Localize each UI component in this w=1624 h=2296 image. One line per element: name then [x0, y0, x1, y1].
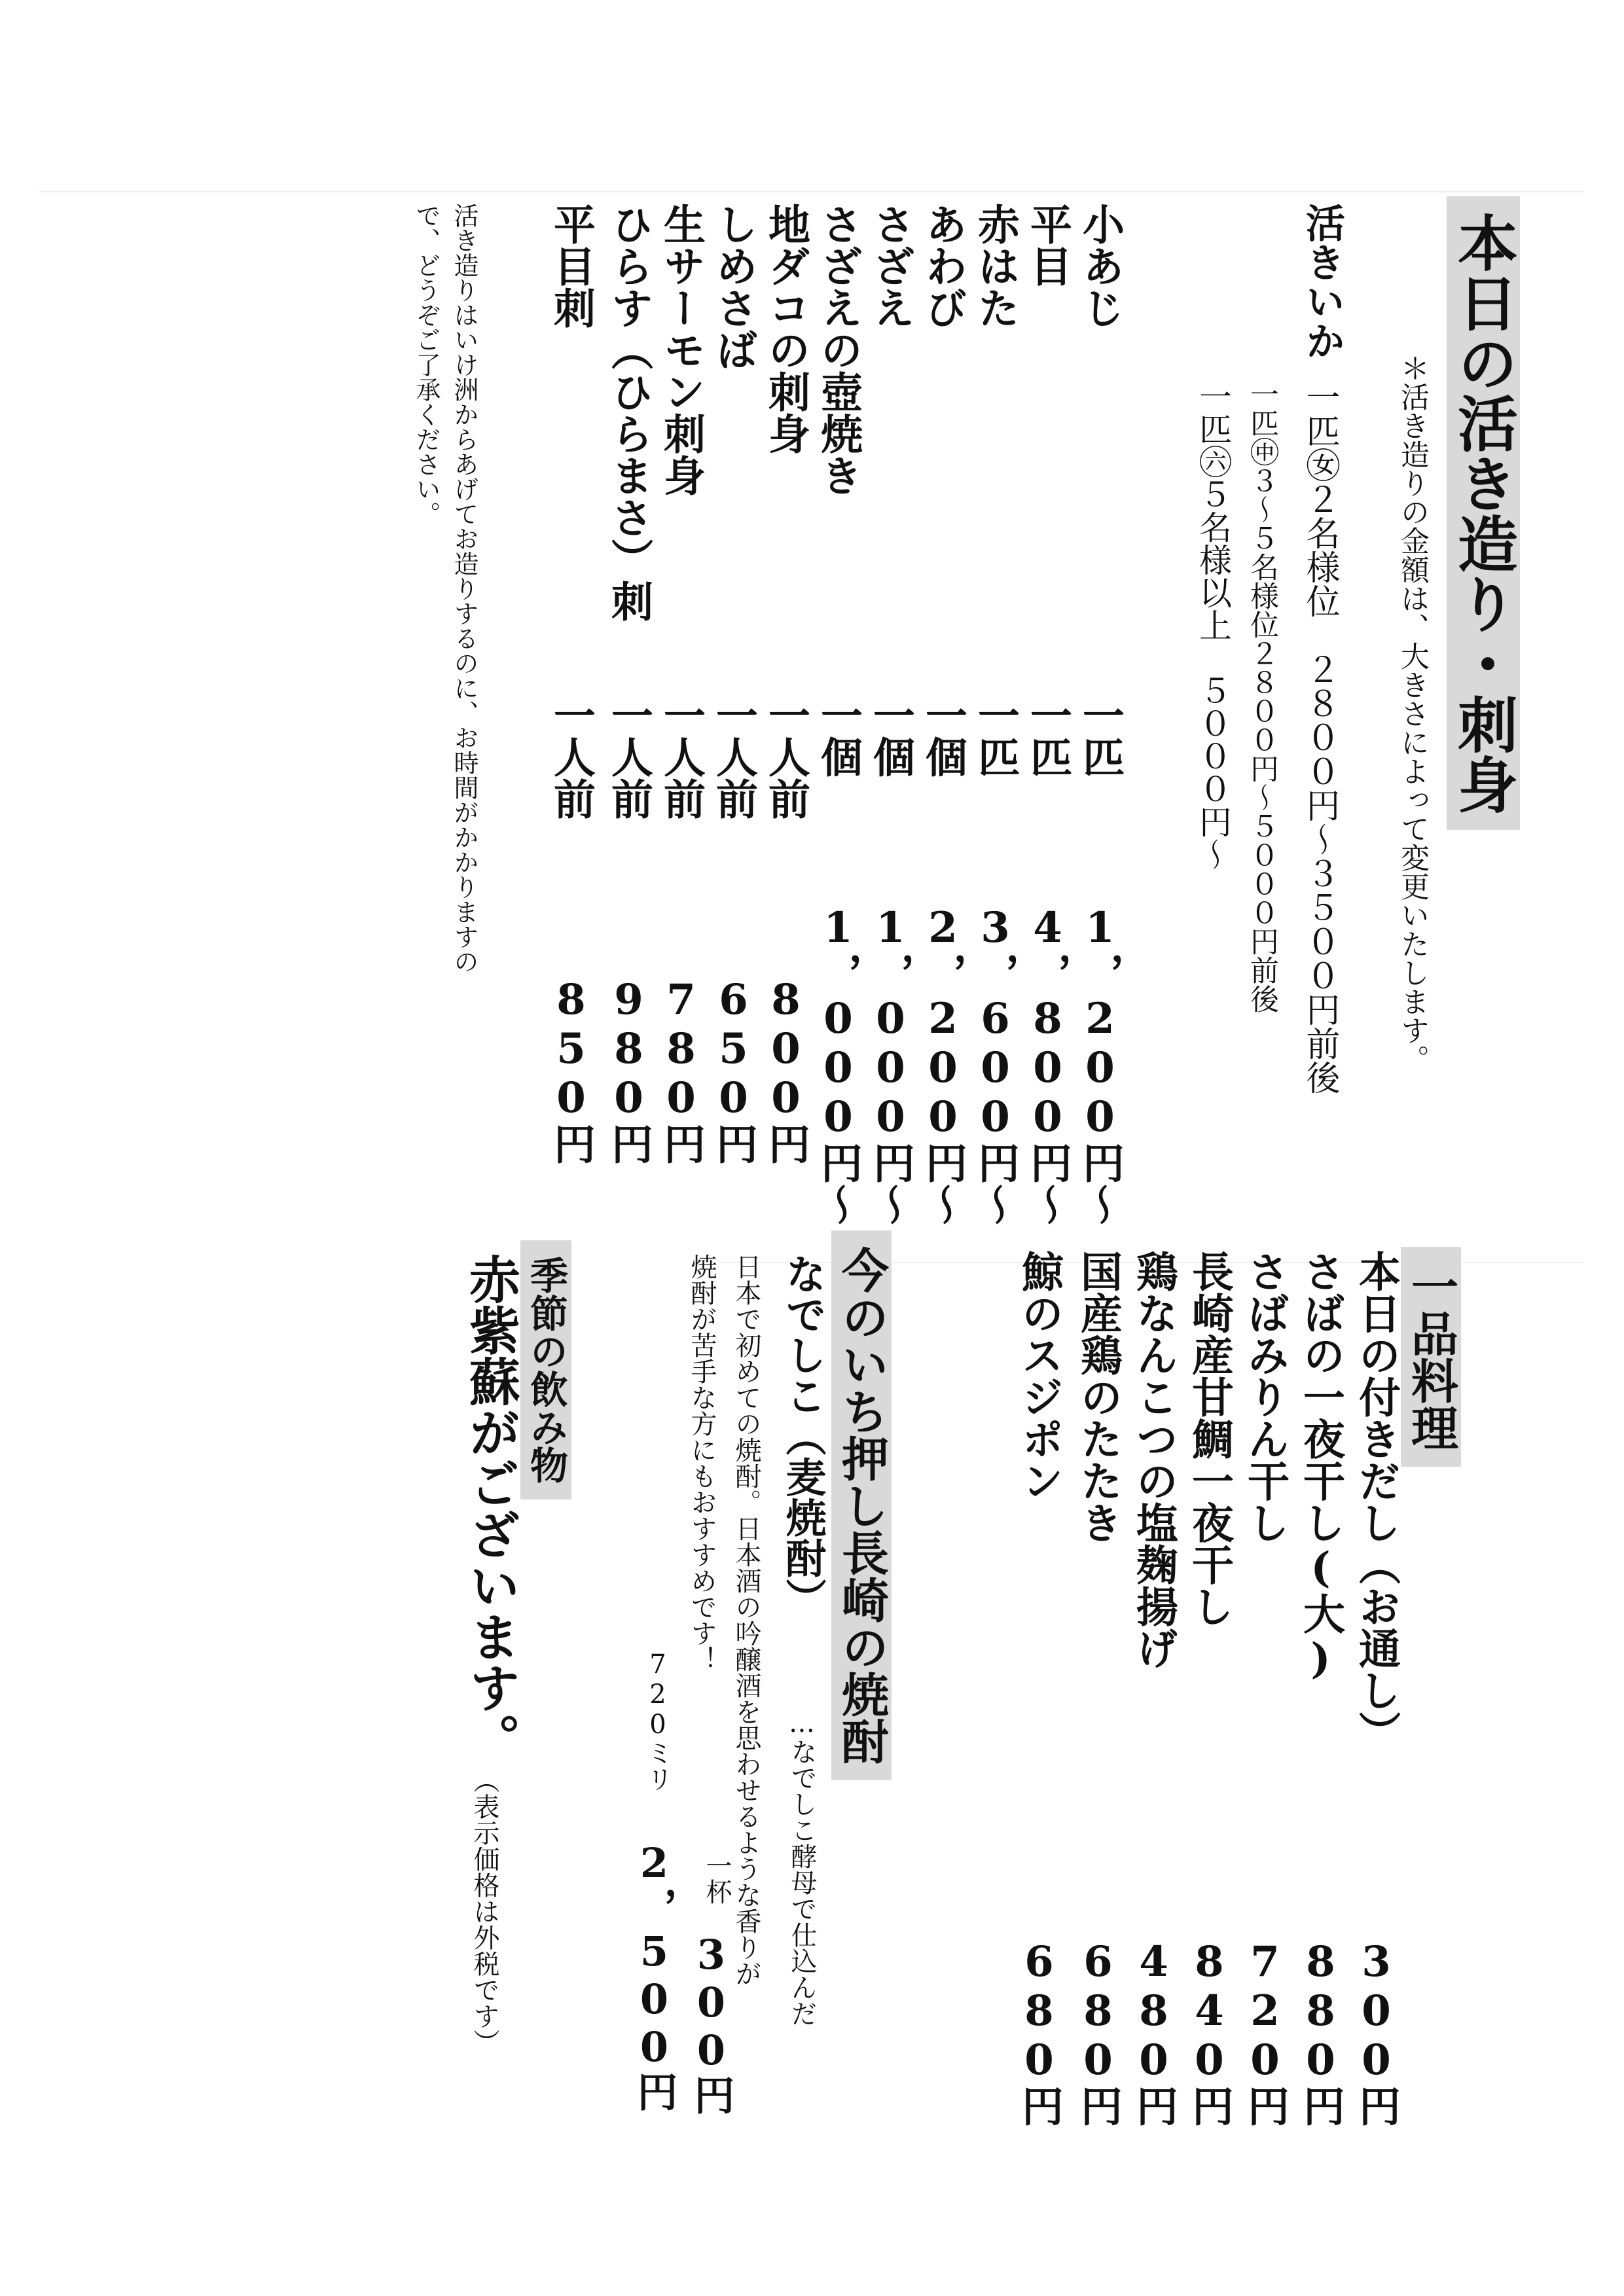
sashimi-name: 生サーモン刺身 — [657, 203, 706, 496]
shochu-yeast-note: …なでしこ酵母で仕込んだ — [787, 1708, 817, 2026]
ikizukuri-title: 本日の活き造り・刺身 — [1447, 196, 1520, 830]
tax-note: （表示価格は外税です） — [469, 1767, 499, 2055]
shochu-desc-1: 日本で初めての焼酎。日本酒の吟醸酒を思わせるような香りが — [731, 1253, 761, 1986]
sashimi-name: しめさば — [709, 203, 758, 370]
sashimi-unit: 一匹 — [971, 694, 1020, 778]
ippin-price: 300円 — [1352, 1937, 1401, 2126]
sashimi-unit: 一人前 — [604, 694, 653, 819]
sashimi-unit: 一個 — [866, 694, 915, 778]
shochu-name: なでしこ（麦焼酎） — [779, 1253, 827, 1619]
sashimi-name: さざえ — [866, 203, 915, 329]
shochu-bottle-price: 2，500円 — [630, 1839, 678, 2111]
ippin-title: 一品料理 — [1401, 1247, 1461, 1467]
shochu-glass-price: 300円 — [687, 1931, 735, 2115]
ikizukuri-footnote-1: 活き造りはいけ洲からあげてお造りするのに、お時間がかかりますの — [450, 203, 478, 974]
shochu-title: 今のいち押し長崎の焼酎 — [831, 1230, 892, 1780]
sashimi-name: ひらす（ひらまさ）刺 — [604, 203, 653, 622]
ippin-price: 680円 — [1074, 1937, 1123, 2126]
ippin-name: 鶏なんこつの塩麹揚げ — [1129, 1250, 1178, 1669]
sashimi-price: 1，000円～ — [866, 903, 915, 1225]
seasonal-text: 赤紫蘇がございます。 — [461, 1253, 520, 1764]
ippin-price: 720円 — [1240, 1937, 1290, 2126]
ippin-name: 長崎産甘鯛一夜干し — [1185, 1250, 1234, 1627]
sashimi-unit: 一人前 — [547, 694, 596, 819]
sashimi-name: 地ダコの刺身 — [761, 203, 810, 454]
ippin-name: 国産鶏のたたき — [1074, 1250, 1123, 1543]
shochu-bottle-label: 720ミリ — [643, 1649, 673, 1792]
ika-name: 活きいか — [1299, 203, 1345, 360]
sashimi-price: 3，600円～ — [971, 903, 1020, 1225]
sashimi-unit: 一個 — [918, 694, 967, 778]
ikizukuri-note: ＊活き造りの金額は、大きさによって変更いたします。 — [1396, 353, 1429, 1073]
ippin-price: 840円 — [1185, 1937, 1234, 2126]
ikizukuri-footnote-2: で、どうぞご了承ください。 — [412, 203, 441, 526]
ippin-price: 680円 — [1015, 1937, 1064, 2126]
ippin-name: さばの一夜干し(大) — [1296, 1250, 1345, 1683]
sashimi-price: 4，800円～ — [1023, 903, 1072, 1225]
sashimi-unit: 一人前 — [657, 694, 706, 819]
ippin-name: 本日の付きだし（お通し） — [1352, 1250, 1401, 1753]
sashimi-price: 980円 — [604, 975, 653, 1164]
sashimi-price: 1，200円～ — [1075, 903, 1125, 1225]
ika-size-large: 一匹㊅５名様以上 ５０００円～ — [1194, 380, 1232, 870]
sashimi-name: さざえの壺焼き — [814, 203, 863, 496]
sashimi-price: 850円 — [547, 975, 596, 1164]
ika-size-small: 一匹㊛２名様位 ２８００円～３５００円前後 — [1300, 380, 1339, 1094]
top-divider — [39, 191, 1584, 192]
ippin-name: さばみりん干し — [1240, 1250, 1290, 1543]
sashimi-unit: 一個 — [814, 694, 863, 778]
ippin-price: 480円 — [1129, 1937, 1178, 2126]
sashimi-unit: 一人前 — [761, 694, 810, 819]
sashimi-name: 平目 — [1023, 203, 1072, 287]
sashimi-unit: 一匹 — [1023, 694, 1072, 778]
seasonal-title: 季節の飲み物 — [520, 1240, 571, 1499]
sashimi-name: 赤はた — [971, 203, 1020, 329]
ika-size-medium: 一匹㊥３～５名様位２８００円～５０００円前後 — [1245, 380, 1278, 1013]
sashimi-price: 2，200円～ — [918, 903, 967, 1225]
shochu-desc-2: 焼酎が苦手な方にもおすすめです！ — [687, 1253, 717, 1672]
sashimi-unit: 一匹 — [1075, 694, 1125, 778]
ippin-price: 880円 — [1296, 1937, 1345, 2126]
sashimi-price: 650円 — [709, 975, 758, 1164]
sashimi-name: 小あじ — [1075, 203, 1125, 329]
shochu-glass-label: 一杯 — [702, 1852, 732, 1905]
sashimi-price: 800円 — [761, 975, 810, 1164]
sashimi-price: 780円 — [657, 975, 706, 1164]
sashimi-price: 1，000円～ — [814, 903, 863, 1225]
sashimi-name: 平目刺 — [547, 203, 596, 329]
sashimi-unit: 一人前 — [709, 694, 758, 819]
ippin-name: 鯨のスジポン — [1015, 1250, 1064, 1501]
sashimi-name: あわび — [918, 203, 967, 329]
